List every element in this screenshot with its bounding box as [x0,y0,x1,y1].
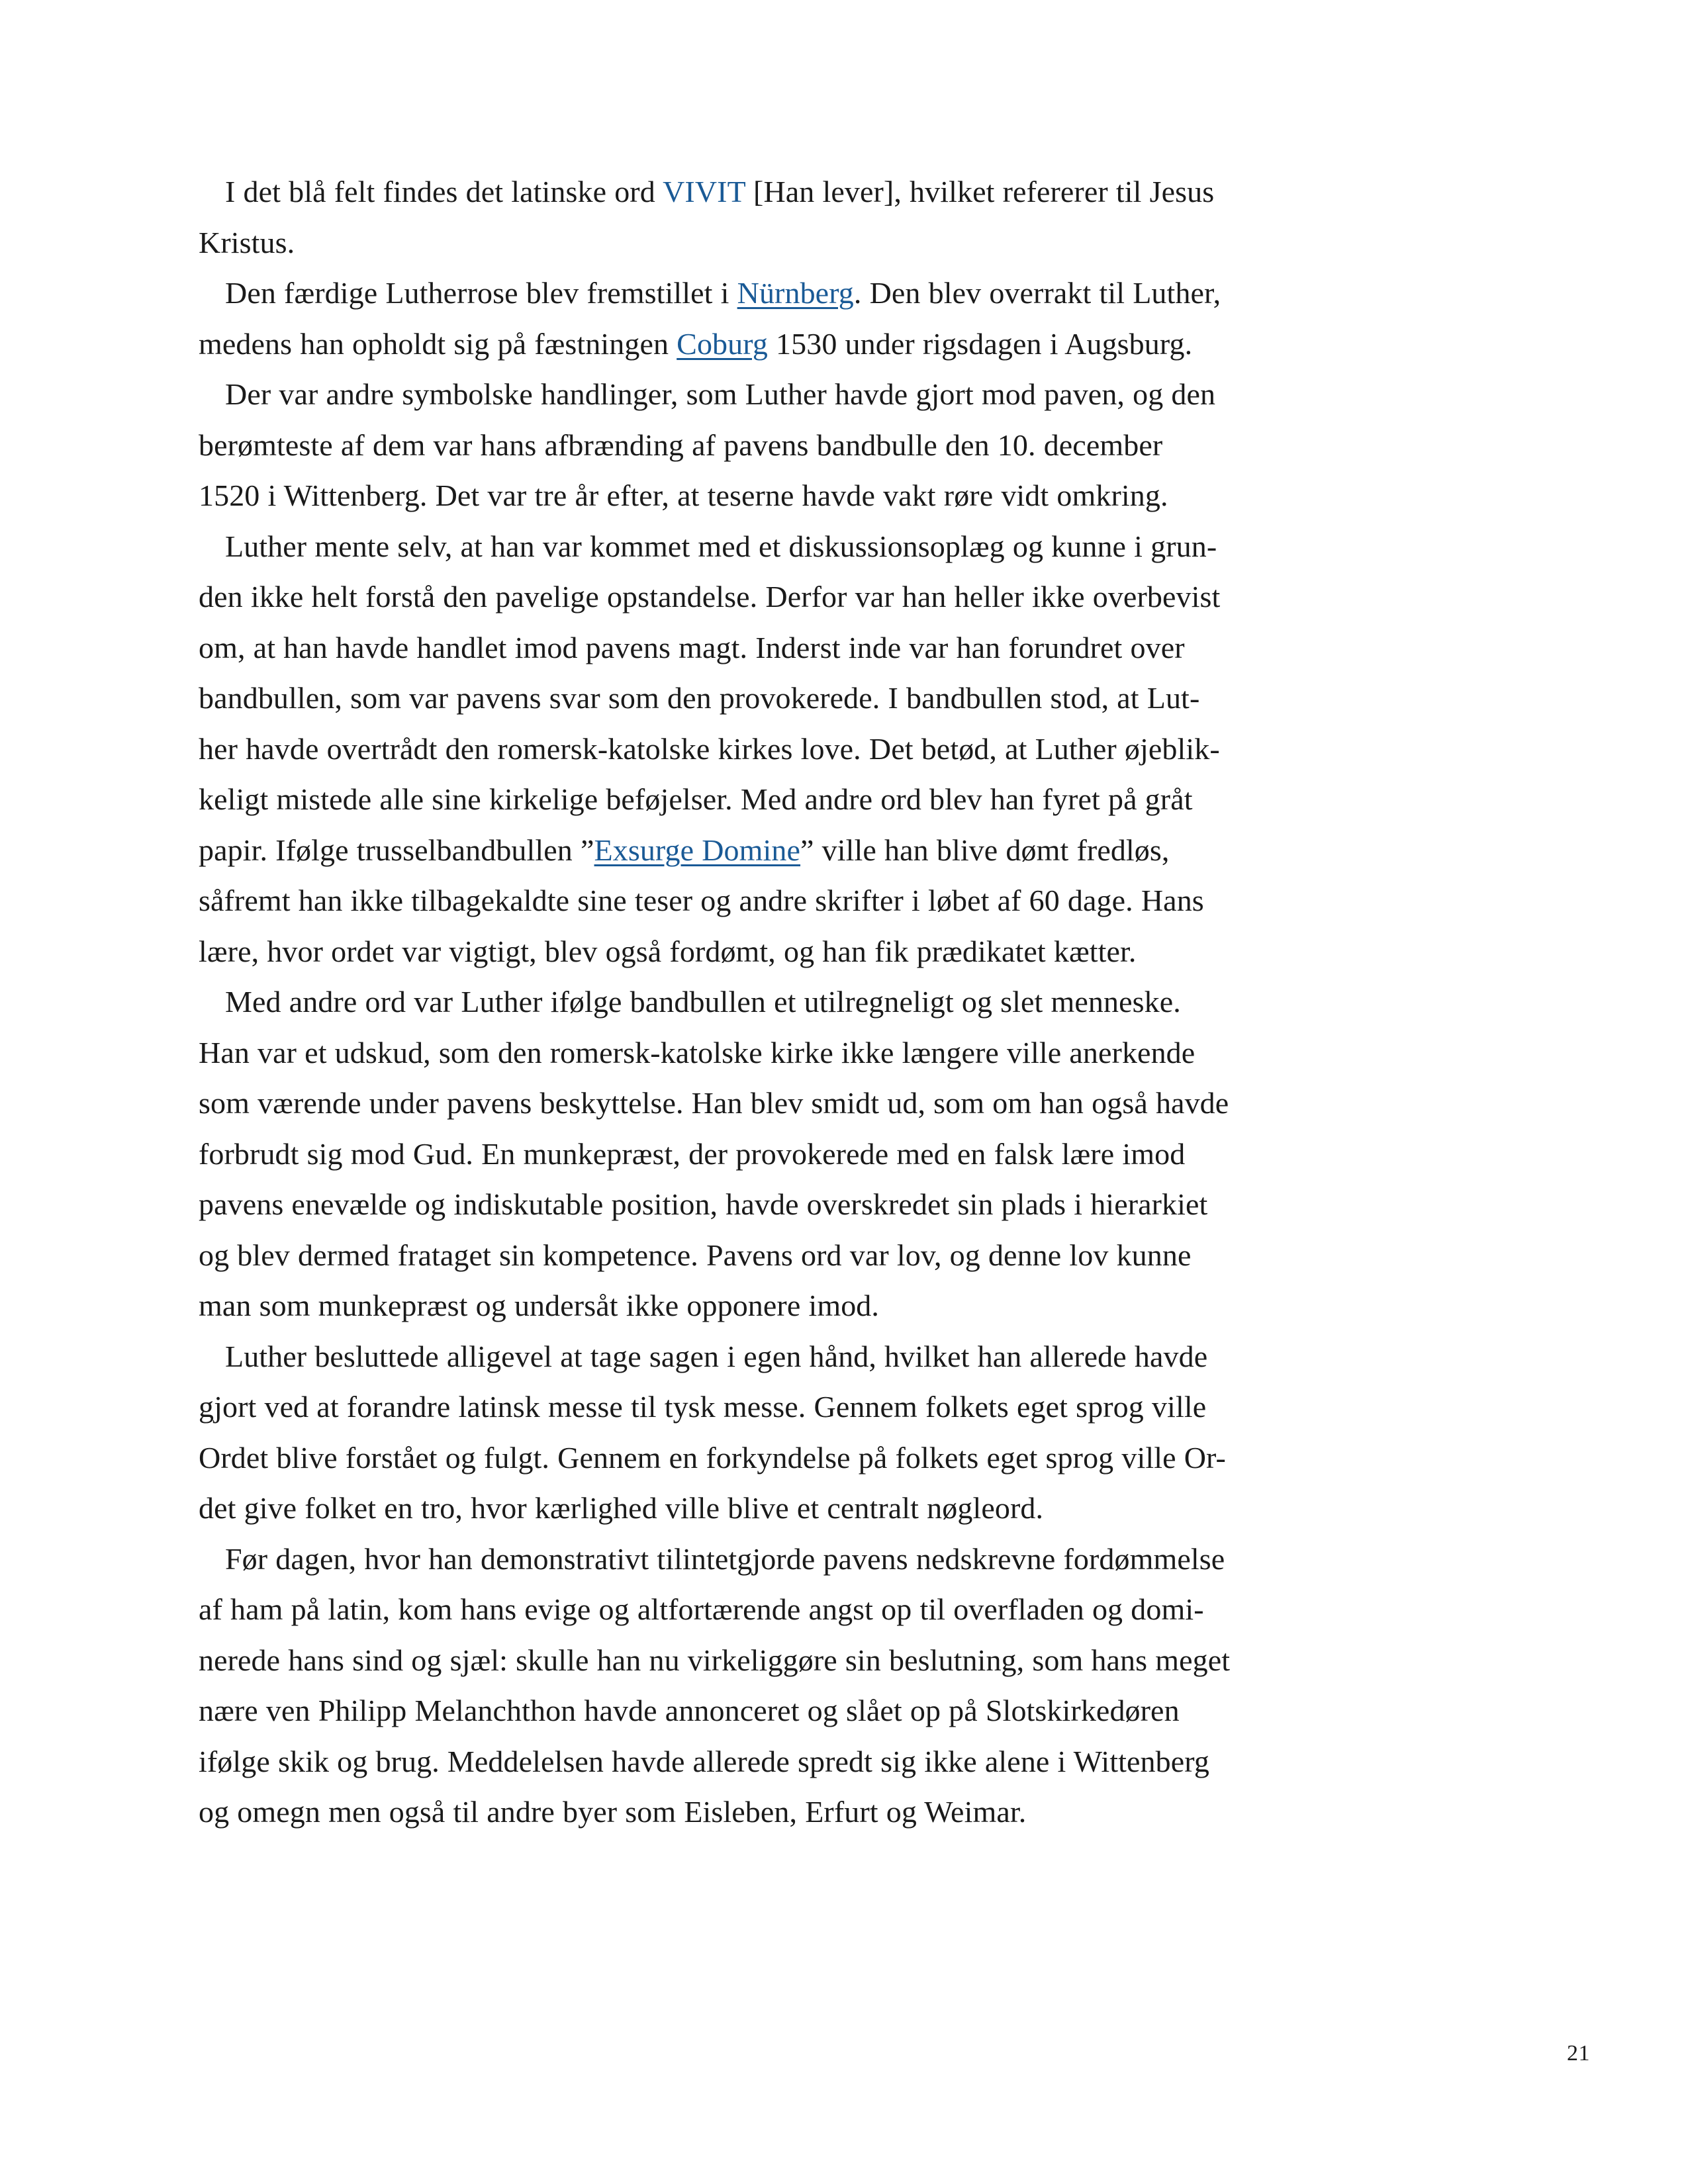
text-run: Der var andre symbolske handlinger, som Luther havde gjort mod paven, og den [225,377,1216,411]
text-run: Han var et udskud, som den romersk-katolske kirke ikke længere ville anerkende [199,1035,1196,1069]
text-line [199,268,1456,319]
text-line [199,1078,1456,1129]
text-run: Luther besluttede alligevel at tage sagen i egen hånd, hvilket han allerede havde [225,1339,1208,1373]
text-line [199,420,1456,471]
text-line [199,522,1456,572]
text-run: såfremt han ikke tilbagekaldte sine teser og andre skrifter i løbet af 60 dage. Hans [199,884,1204,917]
text-line [199,1433,1456,1484]
text-line [199,1584,1456,1635]
text-line [199,1382,1456,1433]
paragraph [199,167,1456,268]
text-line [199,774,1456,825]
text-run: Kristus. [199,225,295,259]
text-line [199,572,1456,623]
inline-link[interactable]: Nürnberg [737,276,854,310]
text-line [199,369,1456,420]
inline-link[interactable]: Coburg [677,326,768,361]
text-line [199,1281,1456,1332]
text-run: papir. Ifølge trusselbandbullen ” [199,833,594,867]
text-run: man som munkepræst og undersåt ikke opponere imod. [199,1289,880,1322]
text-run: pavens enevælde og indiskutable position, havde overskredet sin plads i hierarkiet [199,1187,1208,1221]
text-line [199,876,1456,927]
text-run: [Han lever], hvilket refererer til Jesus [745,175,1215,208]
text-line [199,1332,1456,1383]
text-run: Før dagen, hvor han demonstrativt tilintetgjorde pavens nedskrevne fordømmelse [225,1541,1225,1576]
text-run: nerede hans sind og sjæl: skulle han nu virkeliggøre sin beslutning, som hans meget [199,1643,1231,1677]
text-line [199,1129,1456,1180]
text-run: keligt mistede alle sine kirkelige beføjelser. Med andre ord blev han fyret på gråt [199,782,1193,816]
text-line [199,167,1456,218]
text-line [199,1534,1456,1585]
text-line [199,724,1456,775]
text-line [199,673,1456,724]
text-line [199,1635,1456,1686]
text-run: Luther mente selv, at han var kommet med et diskussionsoplæg og kunne i grun- [225,529,1217,563]
text-run: ifølge skik og brug. Meddelelsen havde allerede spredt sig ikke alene i Wittenberg [199,1744,1209,1778]
text-run: Med andre ord var Luther ifølge bandbullen et utilregneligt og slet menneske. [225,985,1181,1019]
text-run: 1530 under rigsdagen i Augsburg. [767,326,1193,361]
text-line [199,1028,1456,1079]
paragraph [199,1332,1456,1534]
text-run: nære ven Philipp Melanchthon havde annonceret og slået op på Slotskirkedøren [199,1694,1180,1727]
text-run: og blev dermed frataget sin kompetence. Pavens ord var lov, og denne lov kunne [199,1238,1192,1272]
text-line [199,1483,1456,1534]
text-run: om, at han havde handlet imod pavens magt. Inderst inde var han forundret over [199,630,1185,664]
text-line [199,623,1456,674]
text-line [199,319,1456,370]
paragraph [199,268,1456,369]
text-run: den ikke helt forstå den pavelige opstandelse. Derfor var han heller ikke overbevist [199,580,1221,614]
accent-word: VIVIT [663,175,745,208]
text-run: berømteste af dem var hans afbrænding af pavens bandbulle den 10. december [199,428,1163,462]
text-line [199,1686,1456,1737]
text-line [199,218,1456,269]
text-run: ” ville han blive dømt fredløs, [800,833,1170,867]
text-run: gjort ved at forandre latinsk messe til tysk messe. Gennem folkets eget sprog ville [199,1390,1207,1424]
paragraph [199,369,1456,522]
text-line [199,1230,1456,1281]
text-run: her havde overtrådt den romersk-katolske kirkes love. Det betød, at Luther øjeblik- [199,731,1220,766]
text-run: 1520 i Wittenberg. Det var tre år efter, at teserne havde vakt røre vidt omkring. [199,478,1168,512]
paragraph [199,1534,1456,1838]
text-run: som værende under pavens beskyttelse. Han blev smidt ud, som om han også havde [199,1086,1229,1120]
text-run: Ordet blive forstået og fulgt. Gennem en forkyndelse på folkets eget sprog ville Or- [199,1440,1226,1475]
text-run: lære, hvor ordet var vigtigt, blev også fordømt, og han fik prædikatet kætter. [199,934,1137,968]
text-run: Den færdige Lutherrose blev fremstillet i [225,276,737,310]
text-run: bandbullen, som var pavens svar som den provokerede. I bandbullen stod, at Lut- [199,681,1200,715]
text-run: og omegn men også til andre byer som Eisleben, Erfurt og Weimar. [199,1795,1027,1829]
text-run: det give folket en tro, hvor kærlighed ville blive et centralt nøgleord. [199,1491,1044,1525]
inline-link[interactable]: Exsurge Domine [594,833,801,867]
text-run: . Den blev overrakt til Luther, [853,276,1221,310]
text-line [199,825,1456,876]
text-line [199,471,1456,522]
text-line [199,1787,1456,1838]
paragraph [199,522,1456,978]
paragraph [199,977,1456,1332]
text-run: af ham på latin, kom hans evige og altfortærende angst op til overfladen og domi- [199,1592,1204,1626]
text-line [199,1179,1456,1230]
text-run: medens han opholdt sig på fæstningen [199,326,677,361]
text-run: I det blå felt findes det latinske ord [225,175,663,208]
text-line [199,927,1456,978]
text-line [199,1737,1456,1788]
body-text-column [199,167,1456,1838]
text-line [199,977,1456,1028]
page-number: 21 [1567,2041,1590,2066]
text-run: forbrudt sig mod Gud. En munkepræst, der provokerede med en falsk lære imod [199,1136,1186,1171]
